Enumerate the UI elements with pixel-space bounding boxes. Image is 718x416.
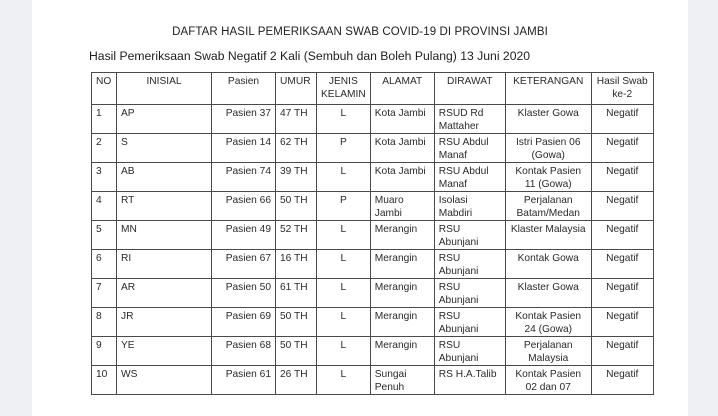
cell-pasien: Pasien 66: [212, 192, 276, 221]
cell-keterangan: Klaster Malaysia: [505, 221, 591, 250]
table-header-row: [92, 73, 654, 105]
table-body: [92, 105, 654, 395]
cell-keterangan: Perjalanan Malaysia: [505, 337, 591, 366]
cell-no: 7: [92, 279, 117, 308]
header-umur: UMUR: [276, 73, 317, 105]
table-row: [92, 134, 654, 163]
cell-hasil-swab: Negatif: [591, 337, 653, 366]
cell-hasil-swab: Negatif: [591, 366, 653, 395]
cell-umur: 39 TH: [276, 163, 317, 192]
cell-keterangan: Kontak Pasien 02 dan 07: [505, 366, 591, 395]
cell-pasien: Pasien 61: [212, 366, 276, 395]
cell-inisial: RT: [117, 192, 212, 221]
cell-umur: 47 TH: [276, 105, 317, 134]
cell-hasil-swab: Negatif: [591, 279, 653, 308]
cell-umur: 16 TH: [276, 250, 317, 279]
header-no: NO: [92, 73, 117, 105]
cell-hasil-swab: Negatif: [591, 308, 653, 337]
cell-alamat: Merangin: [370, 221, 434, 250]
cell-dirawat: RS H.A.Talib: [434, 366, 505, 395]
cell-alamat: Kota Jambi: [370, 134, 434, 163]
cell-jenis-kelamin: L: [317, 308, 371, 337]
cell-umur: 50 TH: [276, 308, 317, 337]
cell-jenis-kelamin: L: [317, 337, 371, 366]
cell-umur: 26 TH: [276, 366, 317, 395]
cell-hasil-swab: Negatif: [591, 192, 653, 221]
cell-no: 3: [92, 163, 117, 192]
cell-hasil-swab: Negatif: [591, 105, 653, 134]
cell-inisial: RI: [117, 250, 212, 279]
cell-umur: 52 TH: [276, 221, 317, 250]
cell-jenis-kelamin: L: [317, 105, 371, 134]
header-inisial: INISIAL: [117, 73, 212, 105]
cell-pasien: Pasien 69: [212, 308, 276, 337]
table-row: [92, 250, 654, 279]
cell-pasien: Pasien 68: [212, 337, 276, 366]
cell-inisial: WS: [117, 366, 212, 395]
cell-alamat: Merangin: [370, 250, 434, 279]
cell-jenis-kelamin: L: [317, 163, 371, 192]
cell-inisial: AR: [117, 279, 212, 308]
document-page: [32, 0, 688, 416]
cell-keterangan: Perjalanan Batam/Medan: [505, 192, 591, 221]
document-title: DAFTAR HASIL PEMERIKSAAN SWAB COVID-19 DI PROVINSI JAMBI: [172, 26, 548, 38]
cell-dirawat: RSUD Rd Mattaher: [434, 105, 505, 134]
cell-alamat: Merangin: [370, 308, 434, 337]
cell-inisial: AB: [117, 163, 212, 192]
cell-dirawat: RSU Abunjani: [434, 221, 505, 250]
cell-umur: 50 TH: [276, 192, 317, 221]
header-jenis-kelamin: JENIS KELAMIN: [317, 73, 371, 105]
cell-no: 4: [92, 192, 117, 221]
cell-jenis-kelamin: L: [317, 366, 371, 395]
cell-dirawat: RSU Abunjani: [434, 279, 505, 308]
table-row: [92, 105, 654, 134]
document-subtitle: Hasil Pemeriksaan Swab Negatif 2 Kali (Sembuh dan Boleh Pulang) 13 Juni 2020: [89, 49, 531, 63]
cell-jenis-kelamin: P: [317, 134, 371, 163]
cell-inisial: YE: [117, 337, 212, 366]
cell-alamat: Merangin: [370, 337, 434, 366]
cell-no: 1: [92, 105, 117, 134]
cell-keterangan: Istri Pasien 06 (Gowa): [505, 134, 591, 163]
cell-inisial: AP: [117, 105, 212, 134]
cell-pasien: Pasien 14: [212, 134, 276, 163]
cell-no: 6: [92, 250, 117, 279]
cell-jenis-kelamin: L: [317, 250, 371, 279]
cell-alamat: Kota Jambi: [370, 163, 434, 192]
cell-jenis-kelamin: L: [317, 221, 371, 250]
cell-no: 2: [92, 134, 117, 163]
cell-jenis-kelamin: L: [317, 279, 371, 308]
cell-jenis-kelamin: P: [317, 192, 371, 221]
cell-inisial: JR: [117, 308, 212, 337]
cell-dirawat: RSU Abunjani: [434, 308, 505, 337]
cell-keterangan: Kontak Pasien 24 (Gowa): [505, 308, 591, 337]
table-row: [92, 163, 654, 192]
cell-keterangan: Klaster Gowa: [505, 105, 591, 134]
cell-no: 10: [92, 366, 117, 395]
cell-inisial: MN: [117, 221, 212, 250]
swab-results-table: [91, 72, 654, 395]
cell-umur: 50 TH: [276, 337, 317, 366]
cell-alamat: Merangin: [370, 279, 434, 308]
table-row: [92, 221, 654, 250]
cell-pasien: Pasien 50: [212, 279, 276, 308]
header-pasien: Pasien: [212, 73, 276, 105]
table-row: [92, 308, 654, 337]
table-row: [92, 279, 654, 308]
cell-no: 5: [92, 221, 117, 250]
cell-dirawat: RSU Abdul Manaf: [434, 163, 505, 192]
cell-hasil-swab: Negatif: [591, 163, 653, 192]
cell-inisial: S: [117, 134, 212, 163]
cell-keterangan: Kontak Gowa: [505, 250, 591, 279]
cell-no: 9: [92, 337, 117, 366]
cell-hasil-swab: Negatif: [591, 221, 653, 250]
cell-dirawat: RSU Abunjani: [434, 337, 505, 366]
table-row: [92, 366, 654, 395]
cell-alamat: Muaro Jambi: [370, 192, 434, 221]
cell-no: 8: [92, 308, 117, 337]
cell-dirawat: RSU Abdul Manaf: [434, 134, 505, 163]
cell-pasien: Pasien 67: [212, 250, 276, 279]
cell-hasil-swab: Negatif: [591, 250, 653, 279]
cell-dirawat: RSU Abunjani: [434, 250, 505, 279]
cell-keterangan: Klaster Gowa: [505, 279, 591, 308]
cell-keterangan: Kontak Pasien 11 (Gowa): [505, 163, 591, 192]
cell-alamat: Sungai Penuh: [370, 366, 434, 395]
cell-pasien: Pasien 37: [212, 105, 276, 134]
cell-umur: 62 TH: [276, 134, 317, 163]
cell-hasil-swab: Negatif: [591, 134, 653, 163]
header-hasil-swab: Hasil Swab ke-2: [591, 73, 653, 105]
cell-umur: 61 TH: [276, 279, 317, 308]
cell-dirawat: Isolasi Mabdiri: [434, 192, 505, 221]
header-alamat: ALAMAT: [370, 73, 434, 105]
cell-alamat: Kota Jambi: [370, 105, 434, 134]
header-dirawat: DIRAWAT: [434, 73, 505, 105]
table-row: [92, 192, 654, 221]
header-keterangan: KETERANGAN: [505, 73, 591, 105]
cell-pasien: Pasien 74: [212, 163, 276, 192]
table-row: [92, 337, 654, 366]
cell-pasien: Pasien 49: [212, 221, 276, 250]
